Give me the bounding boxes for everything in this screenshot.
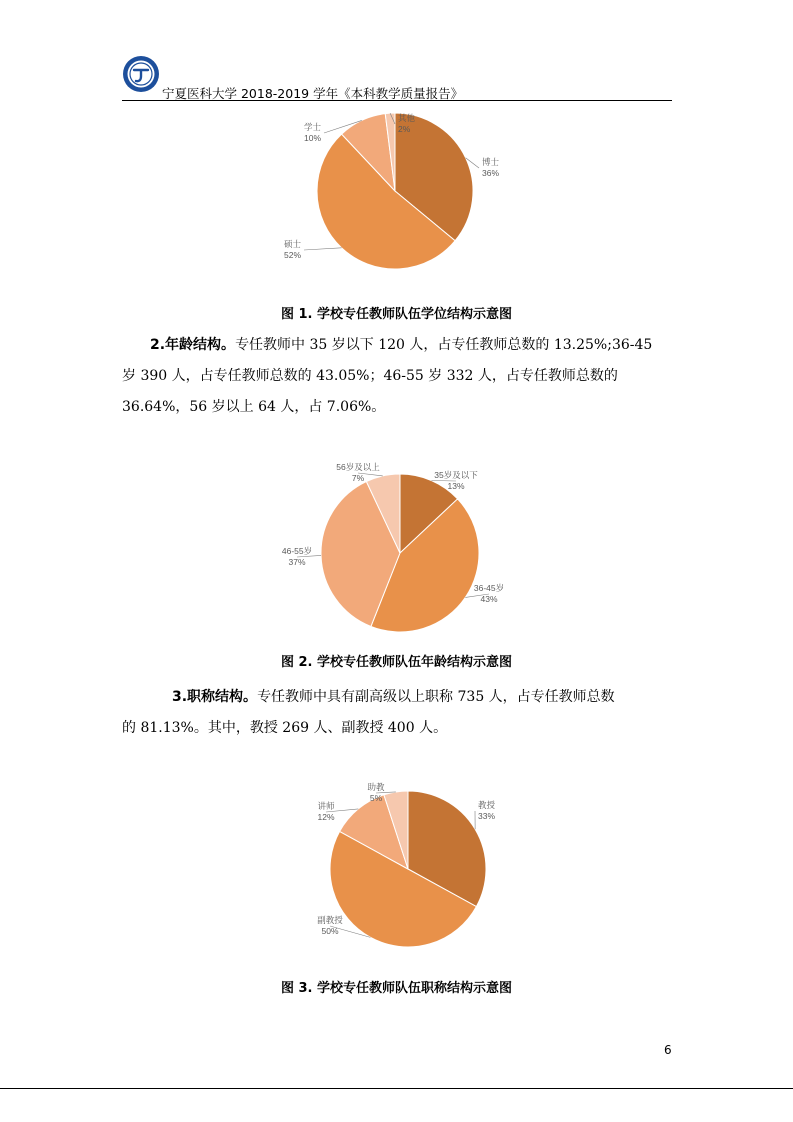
age-structure-line-1: 专任教师中 35 岁以下 120 人，占专任教师总数的 13.25%;36-45 [235, 337, 653, 353]
pie-value-label: 5% [369, 793, 383, 803]
pie-value-label: 33% [478, 811, 496, 821]
pie-category-label: 教授 [478, 800, 496, 810]
age-structure-chart [0, 455, 793, 640]
pie-category-label: 其他 [398, 113, 416, 123]
page-number: 6 [664, 1043, 672, 1057]
pie-category-label: 35岁及以下 [434, 470, 478, 480]
figure-2-caption: 图 2. 学校专任教师队伍年龄结构示意图 [280, 655, 513, 670]
university-seal-icon [122, 55, 160, 93]
pie-value-label: 10% [303, 133, 321, 143]
pie-value-label: 12% [317, 812, 335, 822]
pie-value-label: 52% [283, 250, 301, 260]
degree-pie-svg [0, 108, 793, 288]
pie-value-label: 50% [321, 926, 339, 936]
title-structure-line-2: 的 81.13%。其中，教授 269 人、副教授 400 人。 [122, 720, 448, 736]
age-structure-line-3: 36.64%，56 岁以上 64 人，占 7.06%。 [122, 399, 386, 415]
title-pie-svg [0, 772, 793, 952]
pie-category-label: 56岁及以上 [336, 462, 380, 472]
pie-value-label: 43% [480, 594, 498, 604]
pie-value-label: 13% [447, 481, 465, 491]
figure-3-caption: 图 3. 学校专任教师队伍职称结构示意图 [280, 981, 513, 996]
header-divider [122, 100, 672, 101]
figure-1-caption: 图 1. 学校专任教师队伍学位结构示意图 [280, 307, 513, 322]
title-structure-paragraph [122, 682, 682, 744]
title-structure-line-1: 专任教师中具有副高级以上职称 735 人，占专任教师总数 [257, 689, 615, 705]
pie-category-label: 助教 [367, 782, 385, 792]
pie-category-label: 副教授 [317, 915, 343, 925]
pie-category-label: 硕士 [283, 239, 301, 249]
pie-value-label: 2% [398, 124, 411, 134]
pie-value-label: 37% [288, 557, 306, 567]
age-pie-svg [0, 455, 793, 640]
age-structure-heading: 2.年龄结构。 [150, 337, 236, 353]
pie-category-label: 46-55岁 [281, 546, 313, 556]
degree-structure-chart [0, 108, 793, 288]
pie-leader-line [304, 248, 342, 250]
page-header-title: 宁夏医科大学 2018-2019 学年《本科教学质量报告》 [162, 86, 464, 101]
age-structure-line-2: 岁 390 人，占专任教师总数的 43.05%；46-55 岁 332 人，占专任教师总数的 [122, 368, 618, 384]
pie-value-label: 36% [482, 168, 500, 178]
pie-category-label: 36-45岁 [473, 583, 505, 593]
pie-category-label: 讲师 [317, 801, 335, 811]
pie-value-label: 7% [351, 473, 365, 483]
pie-category-label: 博士 [482, 157, 500, 167]
title-structure-chart [0, 772, 793, 952]
title-structure-heading: 3.职称结构。 [172, 689, 258, 705]
pie-category-label: 学士 [303, 122, 321, 132]
age-structure-paragraph [122, 330, 682, 423]
footer-divider [0, 1088, 793, 1089]
